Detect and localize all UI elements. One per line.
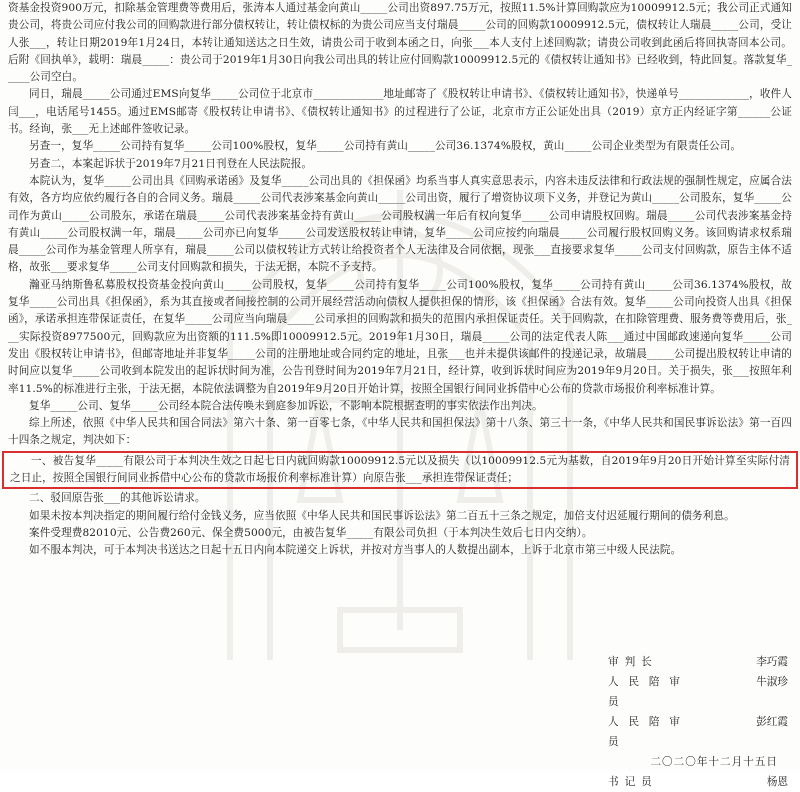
paragraph-late-payment: 如果未按本判决指定的期间履行给付金钱义务，应当依照《中华人民共和国民事诉讼法》第二百五十三条之规定，加倍支付迟延履行期间的债务利息。 (29, 509, 735, 522)
paragraph-legal-basis: 综上所述，依照《中华人民共和国合同法》第六十条、第一百零七条，《中华人民共和国担保法》第十八条、第三十一条，《中华人民共和国民事诉讼法》第一百四十四条之规定，判决如下： (8, 417, 792, 447)
paragraph-court-fees: 案件受理费82010元、公告费260元、保全费5000元，由被告复华_____有限公司负担（于本判决生效后七日内交纳）。 (29, 526, 593, 539)
signature-row-judge (608, 652, 788, 672)
assessor-2-name: 彭红霞 (756, 716, 788, 728)
assessor-2-role: 人民陪审员 (608, 716, 686, 748)
paragraph-default-judgment: 复华_____公司、复华_____公司经本院合法传唤未到庭参加诉讼，不影响本院根据查明的事实依法作出判决。 (29, 399, 543, 412)
assessor-1-role: 人民陪审员 (608, 676, 686, 708)
judgment-date: 二〇二〇年十二月十五日 (650, 756, 778, 768)
paragraph-appeal-notice: 如不服本判决，可于本判决书送达之日起十五日内向本院递交上诉状，并按对方当事人的人数提出副本，上诉于北京市第三中级人民法院。 (29, 544, 682, 557)
paragraph-transfer-notice: 资基金投资900万元，扣除基金管理费等费用后，张涛本人通过基金向黄山_____公司出资897.75万元，按照11.5%计算回购款应为10009912.5元；我公司正式通知贵公司，将贵公司应付我公司的回购款进行部分债权转让，转让债权标的为贵公司应当支付瑞晨_____公司的回购款10009912.5元，债权转让人瑞晨_____公司，受让人张___，转让日期2019年1月24日，本转让通知送达之日生效，请贵公司于收到本函之日，向张___本人支付上述回购款；请贵公司收到此函后将回执寄回本公司。后附《回执单》，载明：瑞晨_____：贵公司于2019年1月30日向我公司出具的转让应付回购款10009912.5元的《债权转让通知书》已经收到，特此回复。落款复华_____公司空白。 (8, 2, 792, 84)
assessor-1-name: 牛淑珍 (756, 676, 788, 688)
highlighted-ruling-item-1: 一、被告复华_____有限公司于本判决生效之日起七日内就回购款10009912.5元以及损失（以10009912.5元为基数，自2019年9月20日开始计算至实际付清之日止，按照全国银行间同业拆借中心公布的贷款市场报价利率标准计算）向原告张___承担连带保证责任； (2, 451, 798, 490)
signature-row-assessor-1 (608, 672, 788, 712)
judge-name: 李巧霞 (756, 656, 788, 668)
judge-role: 审判长 (608, 656, 658, 668)
signature-row-clerk (608, 772, 788, 792)
signature-block (608, 652, 788, 792)
clerk-name: 杨恩 (766, 776, 788, 788)
paragraph-guarantee-analysis: 瀚亚马纳斯鲁私募股权投资基金投向黄山_____公司股权，复华_____公司持有复华_____公司100%股权，复华_____公司持有黄山_____公司36.1374%股权，故复华_____公司出具《担保函》，系为其直接或者间接控制的公司开展经营活动向债权人提供担保的情形，该《担保函》合法有效。复华_____公司向投资人出具《担保函》，承诺承担连带保证责任，在复华_____公司应当向瑞晨_____公司承担的回购款和损失的范围内承担保证责任。关于回购款，在扣除管理费、服务费等费用后，张___实际投资8977500元，回购款应为出资额的111.5%即10009912.5元。2019年1月30日，瑞晨_____公司的法定代表人陈___通过中国邮政速递向复华_____公司发出《股权转让申请书》，但邮寄地址并非复华_____公司的注册地址或合同约定的地址，且张___也并未提供该邮件的投递记录，故瑞晨_____公司提出股权转让申请的时间应以复华_____公司收到本院发出的起诉状时间为准，公告刊登时间为2019年7月21日，经计算，收到诉状时间应为2019年9月20日。关于损失，张___按照年利率11.5%的标准进行主张，于法无据，本院依法调整为自2019年9月20日开始计算，按照全国银行间同业拆借中心公布的贷款市场报价利率标准计算。 (8, 278, 792, 395)
clerk-role: 书记员 (608, 776, 658, 788)
paragraph-court-opinion: 本院认为，复华_____公司出具《回购承诺函》及复华_____公司出具的《担保函》均系当事人真实意思表示，内容未违反法律和行政法规的强制性规定，应属合法有效，各方均应依约履行各自的合同义务。瑞晨_____公司代表涉案基金向黄山_____公司出资，履行了增资协议项下义务，并登记为黄山_____公司股东，复华_____公司作为黄山_____公司股东，承诺在瑞晨_____公司代表涉案基金持有黄山_____公司股权满一年后有权向复华_____公司申请股权回购。瑞晨_____公司代表涉案基金持有黄山_____公司股权满一年，瑞晨_____公司亦已向复华_____公司发送股权转让申请，复华_____公司应按约向瑞晨_____公司履行股权回购义务。该回购请求权系瑞晨_____公司作为基金管理人所享有，瑞晨_____公司以债权转让方式转让给投资者个人无法律及合同依据，现张___直接要求复华_____公司支付回购款，原告主体不适格，故张___要求复华_____公司支付回购款和损失，于法无据，本院不予支持。 (8, 174, 792, 274)
paragraph-further-finding-1: 另查一，复华_____公司持有复华_____公司100%股权，复华_____公司持有黄山_____公司36.1374%股权，黄山_____公司企业类型为有限责任公司。 (29, 140, 742, 153)
signature-row-assessor-2 (608, 712, 788, 752)
paragraph-ems-delivery: 同日，瑞晨_____公司通过EMS向复华_____公司位于北京市_____________地址邮寄了《股权转让申请书》、《债权转让通知书》，快递单号_____________，收件人闫___，电话尾号1455。通过EMS邮寄《股权转让申请书》、《债权转让通知书》的过程进行了公证，北京市方正公证处出具（2019）京方正内经证字第______公证书。经询，张___无上述邮件签收记录。 (8, 88, 792, 136)
paragraph-further-finding-2: 另查二，本案起诉状于2019年7月21日刊登在人民法院报。 (29, 157, 313, 170)
ruling-item-2: 二、驳回原告张___的其他诉讼请求。 (29, 492, 206, 505)
